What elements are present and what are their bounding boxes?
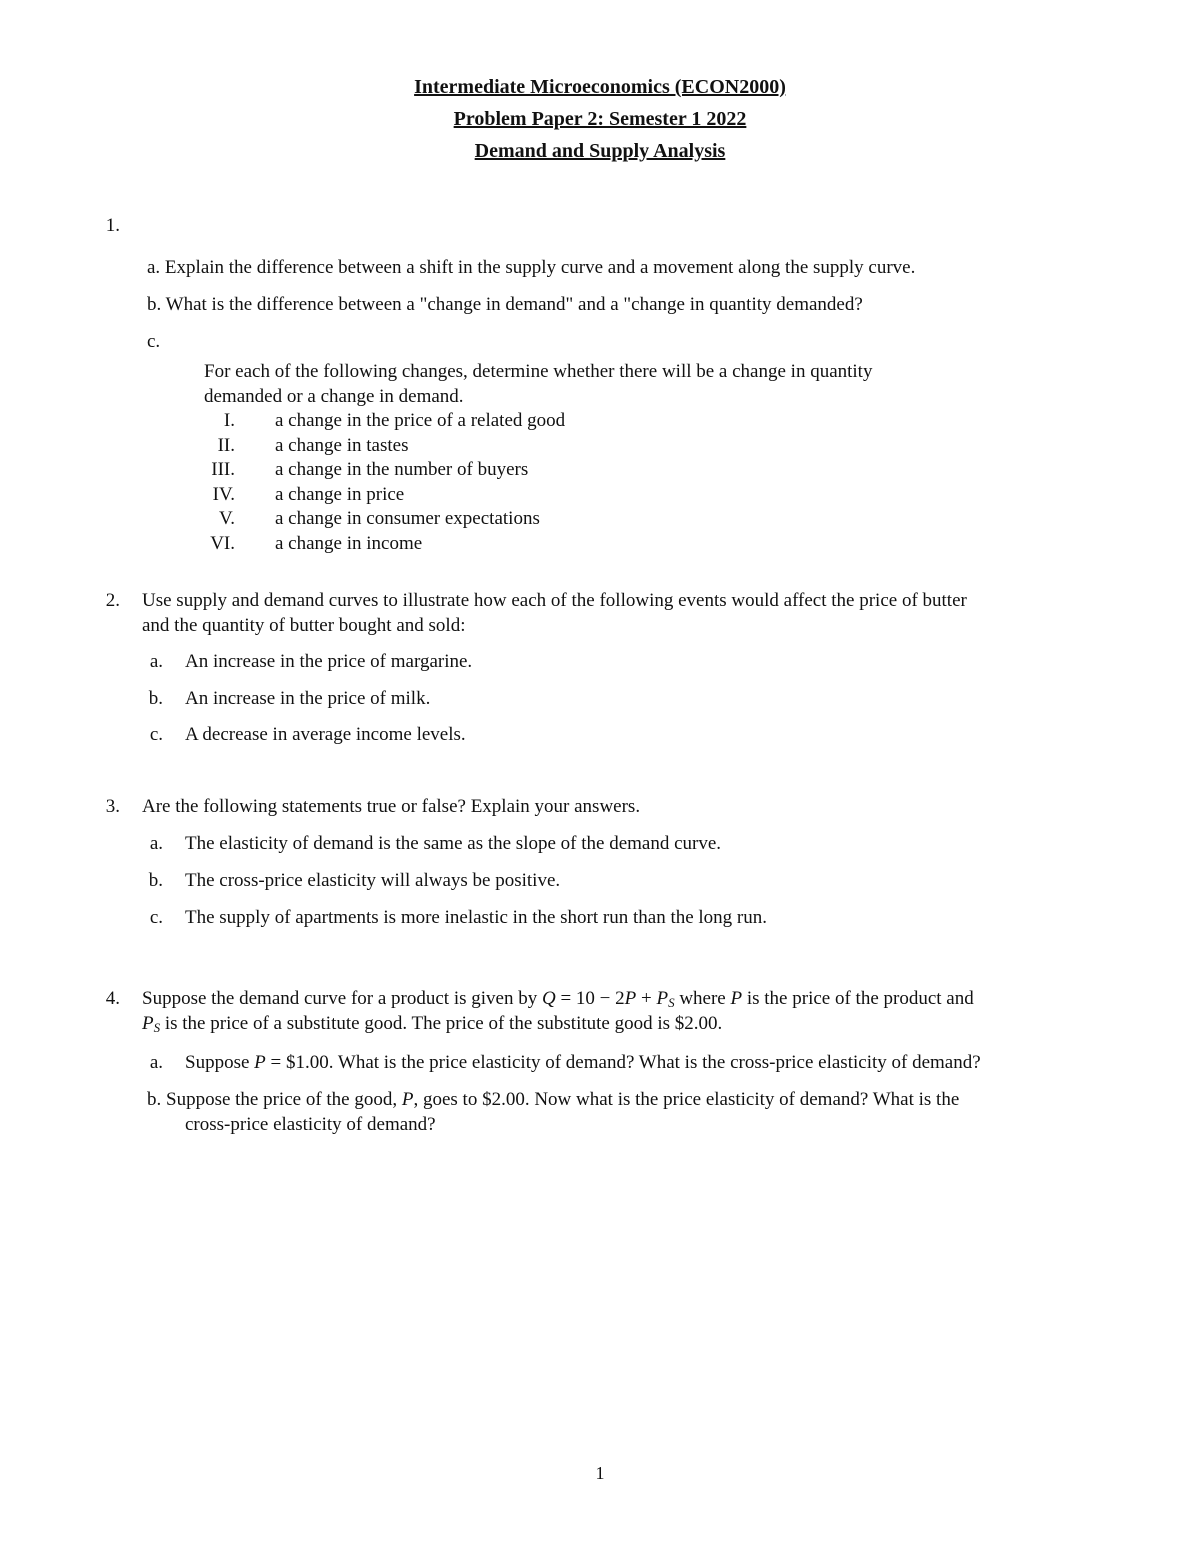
- topic-title: Demand and Supply Analysis: [474, 140, 726, 162]
- question-2c-text: A decrease in average income levels.: [185, 724, 466, 745]
- text-run: = $1.00. What is the price elasticity of demand? What is the cross-price elasticity of demand?: [265, 1052, 981, 1073]
- course-title: Intermediate Microeconomics (ECON2000): [414, 76, 786, 98]
- list-item-number: IV.: [212, 484, 235, 505]
- question-4a-text: [185, 1051, 981, 1075]
- question-3a-label: a.: [149, 833, 163, 854]
- list-item-text: a change in tastes: [275, 435, 409, 456]
- list-item-number: VI.: [210, 533, 235, 554]
- question-2b-label: b.: [148, 688, 163, 709]
- question-2-number: 2.: [105, 590, 120, 611]
- question-2-text-line-1: Use supply and demand curves to illustrate how each of the following events would affect the price of butter: [142, 590, 967, 611]
- math-variable: P: [624, 988, 637, 1009]
- question-3c-text: The supply of apartments is more inelastic in the short run than the long run.: [185, 907, 768, 928]
- question-3b-label: b.: [148, 870, 163, 891]
- question-2b-text: An increase in the price of milk.: [185, 688, 431, 709]
- question-4-number: 4.: [105, 988, 120, 1009]
- math-subscript: S: [668, 995, 675, 1010]
- question-1-number: 1.: [105, 215, 120, 236]
- math-subscript: S: [153, 1020, 161, 1035]
- question-1c-intro-line-2: demanded or a change in demand.: [204, 386, 464, 407]
- question-4-text-line-1: [142, 987, 974, 1015]
- question-3-text: Are the following statements true or false? Explain your answers.: [142, 796, 641, 817]
- list-item-number: V.: [218, 508, 235, 529]
- text-run: b. Suppose the price of the good,: [147, 1089, 402, 1110]
- question-1c-label: c.: [147, 331, 161, 352]
- math-variable: P: [254, 1052, 266, 1073]
- question-2a-text: An increase in the price of margarine.: [185, 651, 473, 672]
- text-run: Suppose the demand curve for a product is given by: [142, 988, 542, 1009]
- math-variable: P: [730, 988, 743, 1009]
- text-run: +: [636, 988, 657, 1009]
- text-run: = 10 − 2: [555, 988, 625, 1009]
- list-item-text: a change in the price of a related good: [275, 410, 566, 431]
- text-run: where: [674, 988, 731, 1009]
- question-4-text-line-2: [142, 1012, 722, 1040]
- page-number: 1: [595, 1463, 605, 1483]
- question-2c-label: c.: [149, 724, 163, 745]
- list-item-number: II.: [217, 435, 235, 456]
- question-3-number: 3.: [105, 796, 120, 817]
- question-4b-text-line-1: [147, 1088, 959, 1112]
- question-1a: a. Explain the difference between a shift in the supply curve and a movement along the supply curve.: [147, 257, 916, 278]
- list-item-text: a change in the number of buyers: [275, 459, 529, 480]
- paper-title: Problem Paper 2: Semester 1 2022: [453, 108, 747, 130]
- text-run: is the price of the product and: [742, 988, 974, 1009]
- question-3b-text: The cross-price elasticity will always be positive.: [185, 870, 561, 891]
- list-item-number: III.: [211, 459, 235, 480]
- question-4a-label: a.: [149, 1052, 163, 1073]
- list-item-number: I.: [223, 410, 235, 431]
- math-variable: Q: [541, 988, 556, 1009]
- math-variable: P: [142, 1013, 154, 1034]
- question-1b: b. What is the difference between a "change in demand" and a "change in quantity demanded?: [147, 294, 863, 315]
- math-variable: P: [656, 988, 669, 1009]
- question-1c-intro-line-1: For each of the following changes, determine whether there will be a change in quantity: [204, 361, 873, 382]
- question-4b-text-line-2: cross-price elasticity of demand?: [185, 1114, 436, 1135]
- text-run: is the price of a substitute good. The price of the substitute good is $2.00.: [160, 1013, 723, 1034]
- question-2-text-line-2: and the quantity of butter bought and sold:: [142, 615, 466, 636]
- text-run: , goes to $2.00. Now what is the price elasticity of demand? What is the: [413, 1089, 960, 1110]
- math-variable: P: [401, 1089, 414, 1110]
- list-item-text: a change in income: [275, 533, 423, 554]
- question-2a-label: a.: [149, 651, 163, 672]
- question-3c-label: c.: [149, 907, 163, 928]
- list-item-text: a change in consumer expectations: [275, 508, 540, 529]
- text-run: Suppose: [185, 1052, 255, 1073]
- question-3a-text: The elasticity of demand is the same as the slope of the demand curve.: [185, 833, 722, 854]
- list-item-text: a change in price: [275, 484, 405, 505]
